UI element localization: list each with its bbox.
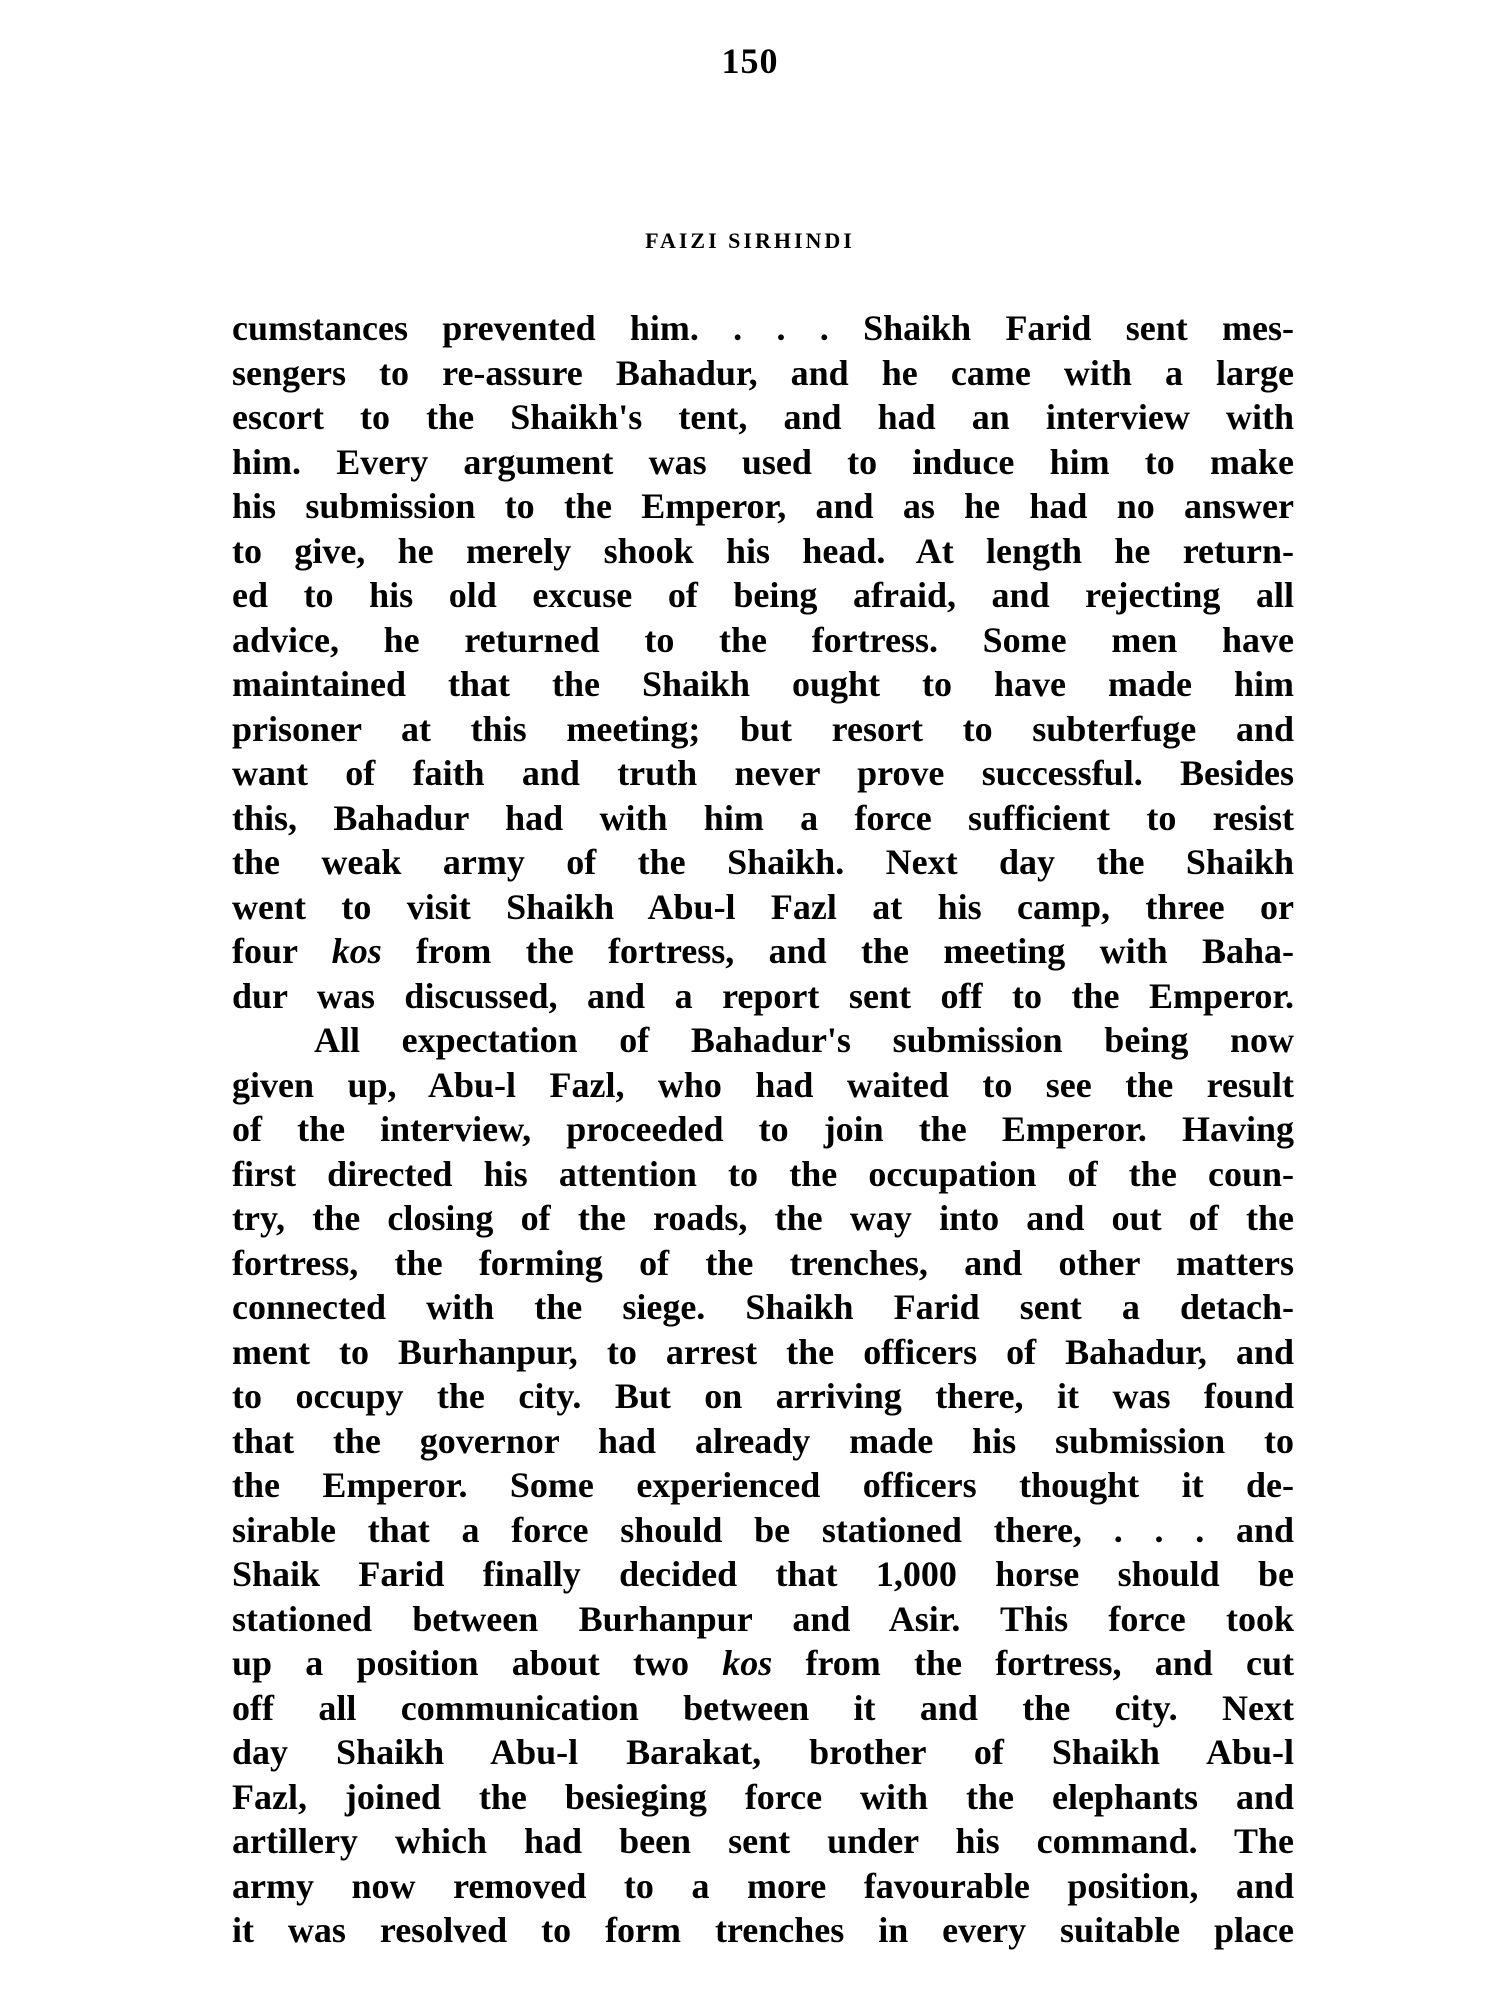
- text-line: went to visit Shaikh Abu-l Fazl at his camp, three or: [232, 886, 1294, 927]
- text-line: prisoner at this meeting; but resort to subterfuge and: [232, 708, 1294, 749]
- italic-term: kos: [722, 1643, 773, 1683]
- text-line: Shaik Farid finally decided that 1,000 horse should be: [232, 1554, 1294, 1594]
- running-head: FAIZI SIRHINDI: [645, 228, 855, 253]
- text-line: him. Every argument was used to induce him to make: [232, 441, 1294, 482]
- text-segment: from the fortress, and cut: [772, 1643, 1294, 1683]
- text-line: ed to his old excuse of being afraid, and rejecting all: [232, 575, 1294, 615]
- italic-term: kos: [331, 931, 382, 971]
- text-line: ment to Burhanpur, to arrest the officers of Bahadur, and: [232, 1331, 1294, 1372]
- text-line: try, the closing of the roads, the way into and out of the: [232, 1198, 1294, 1238]
- page-number: 150: [721, 41, 779, 81]
- text-line: [232, 1641, 1294, 1686]
- body-text: [232, 306, 1294, 1953]
- text-line: his submission to the Emperor, and as he had no answer: [232, 486, 1294, 526]
- text-line: to give, he merely shook his head. At length he return-: [232, 530, 1294, 571]
- text-line: Fazl, joined the besieging force with the elephants and: [232, 1776, 1294, 1817]
- text-line: sengers to re-assure Bahadur, and he came with a large: [232, 352, 1294, 393]
- text-line: cumstances prevented him. . . . Shaikh Farid sent mes-: [232, 308, 1294, 348]
- text-segment: up a position about two: [232, 1643, 723, 1683]
- text-line: connected with the siege. Shaikh Farid sent a detach-: [232, 1287, 1294, 1327]
- text-line: that the governor had already made his submission to: [232, 1420, 1294, 1461]
- text-line: All expectation of Bahadur's submission being now: [314, 1020, 1294, 1060]
- text-line: army now removed to a more favourable position, and: [232, 1865, 1294, 1906]
- text-line: advice, he returned to the fortress. Some men have: [232, 619, 1294, 660]
- text-line: this, Bahadur had with him a force sufficient to resist: [232, 797, 1294, 838]
- text-line: dur was discussed, and a report sent off to the Emperor.: [232, 975, 1294, 1016]
- text-segment: from the fortress, and the meeting with Baha-: [381, 931, 1294, 971]
- text-line: the weak army of the Shaikh. Next day the Shaikh: [232, 842, 1294, 882]
- text-line: maintained that the Shaikh ought to have made him: [232, 664, 1294, 704]
- text-line: given up, Abu-l Fazl, who had waited to see the result: [232, 1064, 1294, 1105]
- text-line: escort to the Shaikh's tent, and had an interview with: [232, 397, 1294, 437]
- text-line: sirable that a force should be stationed there, . . . and: [232, 1509, 1294, 1550]
- text-line: off all communication between it and the city. Next: [232, 1687, 1294, 1728]
- text-line: of the interview, proceeded to join the Emperor. Having: [232, 1109, 1294, 1149]
- text-line: the Emperor. Some experienced officers thought it de-: [232, 1465, 1294, 1505]
- text-line: day Shaikh Abu-l Barakat, brother of Shaikh Abu-l: [232, 1732, 1294, 1772]
- text-line: fortress, the forming of the trenches, and other matters: [232, 1242, 1294, 1283]
- text-line: to occupy the city. But on arriving there, it was found: [232, 1376, 1294, 1416]
- text-line: stationed between Burhanpur and Asir. This force took: [232, 1598, 1294, 1639]
- text-line: it was resolved to form trenches in every suitable place: [232, 1910, 1294, 1950]
- text-line: artillery which had been sent under his command. The: [232, 1821, 1294, 1861]
- text-segment: four: [232, 931, 332, 971]
- text-line: first directed his attention to the occupation of the coun-: [232, 1153, 1294, 1194]
- text-line: [232, 929, 1294, 974]
- text-line: want of faith and truth never prove successful. Besides: [232, 753, 1294, 793]
